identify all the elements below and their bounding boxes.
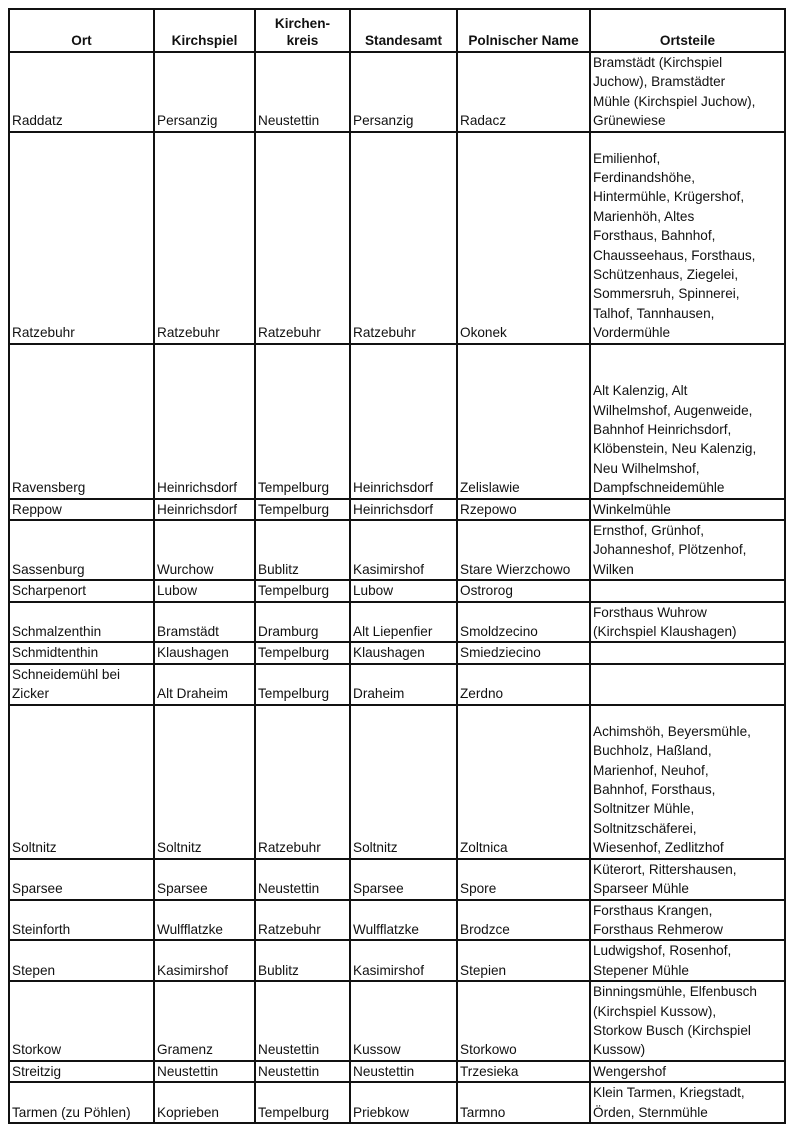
- cell-ort: Ratzebuhr: [9, 132, 154, 344]
- cell-kreis: Tempelburg: [255, 1082, 350, 1123]
- cell-ortsteile: Ludwigshof, Rosenhof, Stepener Mühle: [590, 940, 785, 981]
- cell-ort: Sassenburg: [9, 520, 154, 580]
- cell-ortsteile: Bramstädt (Kirchspiel Juchow), Bramstädter Mühle (Kirchspiel Juchow), Grünewiese: [590, 52, 785, 132]
- cell-kreis: Ratzebuhr: [255, 132, 350, 344]
- header-ortsteile: Ortsteile: [590, 9, 785, 52]
- cell-kirchspiel: Gramenz: [154, 981, 255, 1061]
- cell-polnisch: Smiedziecino: [457, 642, 590, 663]
- cell-polnisch: Radacz: [457, 52, 590, 132]
- header-standesamt: Standesamt: [350, 9, 457, 52]
- header-row: [9, 9, 785, 52]
- cell-kirchspiel: Persanzig: [154, 52, 255, 132]
- table-row: [9, 499, 785, 520]
- cell-ortsteile: Emilienhof, Ferdinandshöhe, Hintermühle, Krügershof, Marienhöh, Altes Forsthaus, Bahnhof, Chausseehaus, Forsthaus, Schützenhaus, Ziegelei, Sommersruh, Spinnerei, Talhof, Tannhausen, Vordermühle: [590, 132, 785, 344]
- cell-kirchspiel: Ratzebuhr: [154, 132, 255, 344]
- cell-kreis: Tempelburg: [255, 499, 350, 520]
- cell-ort: Storkow: [9, 981, 154, 1061]
- cell-kirchspiel: Soltnitz: [154, 705, 255, 859]
- cell-polnisch: Stepien: [457, 940, 590, 981]
- cell-standesamt: Heinrichsdorf: [350, 344, 457, 499]
- cell-polnisch: Storkowo: [457, 981, 590, 1061]
- cell-ort: Sparsee: [9, 859, 154, 900]
- cell-kreis: Neustettin: [255, 981, 350, 1061]
- cell-kreis: Ratzebuhr: [255, 705, 350, 859]
- table-row: [9, 132, 785, 344]
- cell-ort: Scharpenort: [9, 580, 154, 601]
- table-row: [9, 344, 785, 499]
- cell-standesamt: Alt Liepenfier: [350, 602, 457, 643]
- cell-ortsteile: [590, 642, 785, 663]
- cell-ort: Schmalzenthin: [9, 602, 154, 643]
- cell-polnisch: Smoldzecino: [457, 602, 590, 643]
- cell-polnisch: Brodzce: [457, 900, 590, 941]
- cell-kirchspiel: Heinrichsdorf: [154, 499, 255, 520]
- cell-standesamt: Neustettin: [350, 1061, 457, 1082]
- cell-ortsteile: Forsthaus Krangen, Forsthaus Rehmerow: [590, 900, 785, 941]
- cell-standesamt: Soltnitz: [350, 705, 457, 859]
- cell-polnisch: Spore: [457, 859, 590, 900]
- cell-kreis: Neustettin: [255, 1061, 350, 1082]
- table-row: [9, 1082, 785, 1123]
- cell-standesamt: Sparsee: [350, 859, 457, 900]
- cell-standesamt: Draheim: [350, 664, 457, 705]
- cell-kreis: Bublitz: [255, 520, 350, 580]
- cell-kirchspiel: Alt Draheim: [154, 664, 255, 705]
- cell-ort: Raddatz: [9, 52, 154, 132]
- cell-standesamt: Heinrichsdorf: [350, 499, 457, 520]
- cell-ortsteile: Winkelmühle: [590, 499, 785, 520]
- cell-kreis: Neustettin: [255, 52, 350, 132]
- cell-kirchspiel: Heinrichsdorf: [154, 344, 255, 499]
- cell-polnisch: Zelislawie: [457, 344, 590, 499]
- cell-kirchspiel: Sparsee: [154, 859, 255, 900]
- cell-kirchspiel: Lubow: [154, 580, 255, 601]
- cell-kirchspiel: Neustettin: [154, 1061, 255, 1082]
- cell-polnisch: Ostrorog: [457, 580, 590, 601]
- cell-standesamt: Wulfflatzke: [350, 900, 457, 941]
- cell-ort: Ravensberg: [9, 344, 154, 499]
- cell-standesamt: Ratzebuhr: [350, 132, 457, 344]
- cell-polnisch: Okonek: [457, 132, 590, 344]
- cell-kirchspiel: Bramstädt: [154, 602, 255, 643]
- table-row: [9, 52, 785, 132]
- cell-ortsteile: Ernsthof, Grünhof, Johanneshof, Plötzenhof, Wilken: [590, 520, 785, 580]
- cell-ort: Schmidtenthin: [9, 642, 154, 663]
- cell-ort: Steinforth: [9, 900, 154, 941]
- cell-ort: Reppow: [9, 499, 154, 520]
- cell-kirchspiel: Koprieben: [154, 1082, 255, 1123]
- cell-kreis: Tempelburg: [255, 642, 350, 663]
- cell-ortsteile: [590, 580, 785, 601]
- cell-ortsteile: Forsthaus Wuhrow (Kirchspiel Klaushagen): [590, 602, 785, 643]
- cell-polnisch: Trzesieka: [457, 1061, 590, 1082]
- cell-kreis: Bublitz: [255, 940, 350, 981]
- cell-kreis: Tempelburg: [255, 580, 350, 601]
- table-row: [9, 1061, 785, 1082]
- cell-ortsteile: Binningsmühle, Elfenbusch (Kirchspiel Kussow), Storkow Busch (Kirchspiel Kussow): [590, 981, 785, 1061]
- table-row: [9, 602, 785, 643]
- header-kirchspiel: Kirchspiel: [154, 9, 255, 52]
- cell-ortsteile: Klein Tarmen, Kriegstadt, Örden, Sternmühle: [590, 1082, 785, 1123]
- table-row: [9, 664, 785, 705]
- cell-ortsteile: Küterort, Rittershausen, Sparseer Mühle: [590, 859, 785, 900]
- cell-standesamt: Priebkow: [350, 1082, 457, 1123]
- cell-polnisch: Stare Wierzchowo: [457, 520, 590, 580]
- table-row: [9, 981, 785, 1061]
- places-table: [8, 8, 786, 1124]
- cell-ort: Streitzig: [9, 1061, 154, 1082]
- table-row: [9, 520, 785, 580]
- table-row: [9, 859, 785, 900]
- cell-ort: Stepen: [9, 940, 154, 981]
- header-kirchenkreis: Kirchen- kreis: [255, 9, 350, 52]
- cell-ortsteile: Alt Kalenzig, Alt Wilhelmshof, Augenweide, Bahnhof Heinrichsdorf, Klöbenstein, Neu Kalenzig, Neu Wilhelmshof, Dampfschneidemühle: [590, 344, 785, 499]
- cell-kreis: Ratzebuhr: [255, 900, 350, 941]
- cell-standesamt: Klaushagen: [350, 642, 457, 663]
- cell-ort: Soltnitz: [9, 705, 154, 859]
- table-row: [9, 580, 785, 601]
- table-row: [9, 940, 785, 981]
- cell-standesamt: Lubow: [350, 580, 457, 601]
- table-row: [9, 705, 785, 859]
- table-row: [9, 900, 785, 941]
- cell-ortsteile: Wengershof: [590, 1061, 785, 1082]
- cell-kirchspiel: Klaushagen: [154, 642, 255, 663]
- cell-polnisch: Zerdno: [457, 664, 590, 705]
- cell-kreis: Tempelburg: [255, 664, 350, 705]
- cell-polnisch: Rzepowo: [457, 499, 590, 520]
- cell-kirchspiel: Kasimirshof: [154, 940, 255, 981]
- cell-polnisch: Tarmno: [457, 1082, 590, 1123]
- cell-kreis: Neustettin: [255, 859, 350, 900]
- cell-kirchspiel: Wulfflatzke: [154, 900, 255, 941]
- cell-standesamt: Kasimirshof: [350, 520, 457, 580]
- cell-kirchspiel: Wurchow: [154, 520, 255, 580]
- table-row: [9, 642, 785, 663]
- cell-standesamt: Kasimirshof: [350, 940, 457, 981]
- table-body: [9, 52, 785, 1123]
- cell-standesamt: Persanzig: [350, 52, 457, 132]
- cell-ortsteile: [590, 664, 785, 705]
- cell-standesamt: Kussow: [350, 981, 457, 1061]
- cell-ort: Tarmen (zu Pöhlen): [9, 1082, 154, 1123]
- cell-kreis: Dramburg: [255, 602, 350, 643]
- cell-kreis: Tempelburg: [255, 344, 350, 499]
- cell-polnisch: Zoltnica: [457, 705, 590, 859]
- header-polnischer-name: Polnischer Name: [457, 9, 590, 52]
- header-ort: Ort: [9, 9, 154, 52]
- cell-ort: Schneidemühl bei Zicker: [9, 664, 154, 705]
- cell-ortsteile: Achimshöh, Beyersmühle, Buchholz, Haßland, Marienhof, Neuhof, Bahnhof, Forsthaus, Soltnitzer Mühle, Soltnitzschäferei, Wiesenhof, Zedlitzhof: [590, 705, 785, 859]
